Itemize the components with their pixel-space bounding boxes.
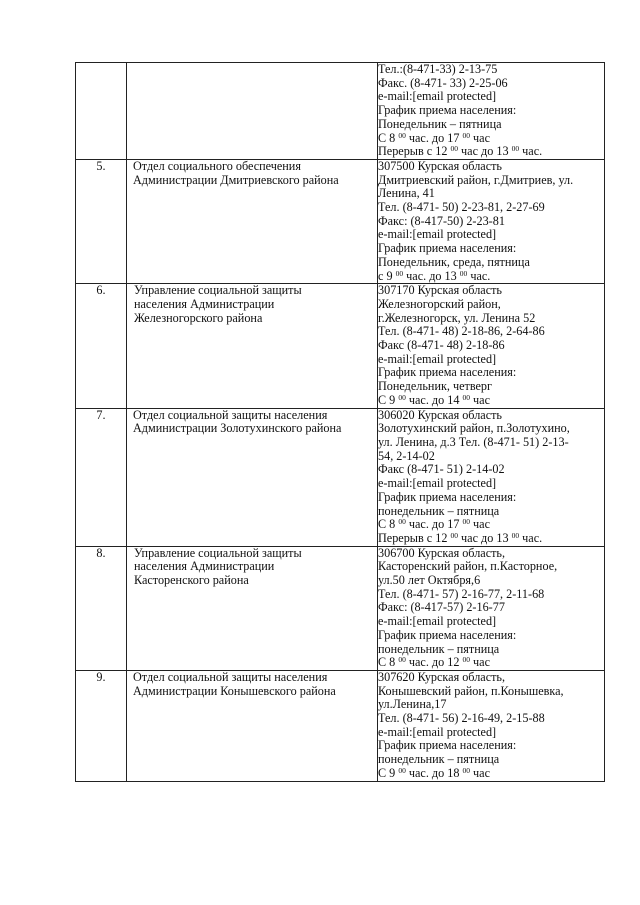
contact-line: С 9 $^{00}$ час. до 14 $^{00}$ час xyxy=(378,392,490,407)
row-number: 8. xyxy=(76,546,127,670)
row-number xyxy=(76,63,127,160)
office-contacts xyxy=(378,159,605,283)
office-contacts xyxy=(378,284,605,408)
contact-line: 54, 2-14-02 xyxy=(378,448,435,463)
contact-line: График приема населения: xyxy=(378,627,517,642)
office-name xyxy=(127,408,378,546)
office-name-line: Управление социальной защиты xyxy=(134,283,302,298)
contact-line: 306700 Курская область, xyxy=(378,545,506,560)
offices-table xyxy=(75,62,605,782)
row-number: 6. xyxy=(76,284,127,408)
contact-line: понедельник – пятница xyxy=(378,641,500,656)
contact-line: ул. Ленина, д.3 Тел. (8-471- 51) 2-13- xyxy=(378,434,569,449)
office-name-line: населения Администрации xyxy=(134,559,275,574)
office-name-line: Управление социальной защиты xyxy=(134,545,302,560)
row-number: 7. xyxy=(76,408,127,546)
contact-line: e-mail:[email protected] xyxy=(378,89,497,104)
office-name xyxy=(127,63,378,160)
contact-line: Тел.:(8-471-33) 2-13-75 xyxy=(378,62,498,76)
contact-line: Перерыв с 12 $^{00}$ час до 13 $^{00}$ час. xyxy=(378,530,543,545)
contact-line: Железногорский район, xyxy=(378,296,501,311)
office-name-line: Администрации Дмитриевского района xyxy=(133,172,339,187)
contact-line: Тел. (8-471- 50) 2-23-81, 2-27-69 xyxy=(378,200,545,215)
contact-line: ул.50 лет Октября,6 xyxy=(378,573,481,588)
contact-line: График приема населения: xyxy=(378,738,517,753)
contact-line: 307500 Курская область xyxy=(378,158,502,173)
contact-line: График приема населения: xyxy=(378,103,517,118)
contact-line: 306020 Курская область xyxy=(378,407,502,422)
contact-line: Золотухинский район, п.Золотухино, xyxy=(378,421,570,436)
contact-line: г.Железногорск, ул. Ленина 52 xyxy=(378,310,536,325)
office-contacts xyxy=(378,63,605,160)
contact-line: Понедельник, среда, пятница xyxy=(378,254,530,269)
contact-line: Дмитриевский район, г.Дмитриев, ул. xyxy=(378,172,574,187)
office-name-line: Отдел социального обеспечения xyxy=(133,158,301,173)
contact-line: Понедельник – пятница xyxy=(378,116,502,131)
office-name-line: населения Администрации xyxy=(134,296,275,311)
table-row xyxy=(76,408,605,546)
office-name-line: Отдел социальной защиты населения xyxy=(133,669,328,684)
office-name xyxy=(127,670,378,781)
office-name xyxy=(127,159,378,283)
contact-line: понедельник – пятница xyxy=(378,503,500,518)
contact-line: e-mail:[email protected] xyxy=(378,351,497,366)
contact-line: Ленина, 41 xyxy=(378,186,435,201)
contact-line: e-mail:[email protected] xyxy=(378,227,497,242)
contact-line: Тел. (8-471- 57) 2-16-77, 2-11-68 xyxy=(378,586,545,601)
office-name xyxy=(127,284,378,408)
table-row xyxy=(76,546,605,670)
contact-line: e-mail:[email protected] xyxy=(378,476,497,491)
office-name-line: Администрации Золотухинского района xyxy=(133,421,342,436)
contact-line: Касторенский район, п.Касторное, xyxy=(378,559,558,574)
contact-line: График приема населения: xyxy=(378,241,517,256)
row-number: 5. xyxy=(76,159,127,283)
contact-line: С 9 $^{00}$ час. до 18 $^{00}$ час xyxy=(378,765,490,780)
contact-line: Факс. (8-471- 33) 2-25-06 xyxy=(378,75,508,90)
contact-line: Факс (8-471- 51) 2-14-02 xyxy=(378,462,505,477)
contact-line: График приема населения: xyxy=(378,489,517,504)
contact-line: с 9 $^{00}$ час. до 13 $^{00}$ час. xyxy=(378,268,491,283)
contact-line: e-mail:[email protected] xyxy=(378,724,497,739)
contact-line: Факс: (8-417-50) 2-23-81 xyxy=(378,213,505,228)
table-row xyxy=(76,159,605,283)
office-contacts xyxy=(378,670,605,781)
contact-line: 307620 Курская область, xyxy=(378,669,506,684)
row-number: 9. xyxy=(76,670,127,781)
table-row xyxy=(76,284,605,408)
contact-line: Тел. (8-471- 56) 2-16-49, 2-15-88 xyxy=(378,711,545,726)
contact-line: Конышевский район, п.Конышевка, xyxy=(378,683,564,698)
contact-line: С 8 $^{00}$ час. до 17 $^{00}$ час xyxy=(378,130,490,145)
office-name-line: Администрации Конышевского района xyxy=(133,683,336,698)
office-contacts xyxy=(378,408,605,546)
contact-line: понедельник – пятница xyxy=(378,752,500,767)
table-row xyxy=(76,63,605,160)
contact-line: Факс (8-471- 48) 2-18-86 xyxy=(378,338,505,353)
contact-line: 307170 Курская область xyxy=(378,283,502,298)
contact-line: С 8 $^{00}$ час. до 17 $^{00}$ час xyxy=(378,517,490,532)
office-name-line: Касторенского района xyxy=(134,573,249,588)
office-name xyxy=(127,546,378,670)
table-row xyxy=(76,670,605,781)
contact-line: Тел. (8-471- 48) 2-18-86, 2-64-86 xyxy=(378,324,545,339)
contact-line: Перерыв с 12 $^{00}$ час до 13 $^{00}$ час. xyxy=(378,144,543,159)
contact-line: Факс: (8-417-57) 2-16-77 xyxy=(378,600,505,615)
office-contacts xyxy=(378,546,605,670)
contact-line: Понедельник, четверг xyxy=(378,379,493,394)
offices-table-body xyxy=(76,63,605,782)
office-name-line: Железногорского района xyxy=(134,310,263,325)
contact-line: ул.Ленина,17 xyxy=(378,697,447,712)
office-name-line: Отдел социальной защиты населения xyxy=(133,407,328,422)
contact-line: С 8 $^{00}$ час. до 12 $^{00}$ час xyxy=(378,655,490,670)
contact-line: График приема населения: xyxy=(378,365,517,380)
contact-line: e-mail:[email protected] xyxy=(378,614,497,629)
